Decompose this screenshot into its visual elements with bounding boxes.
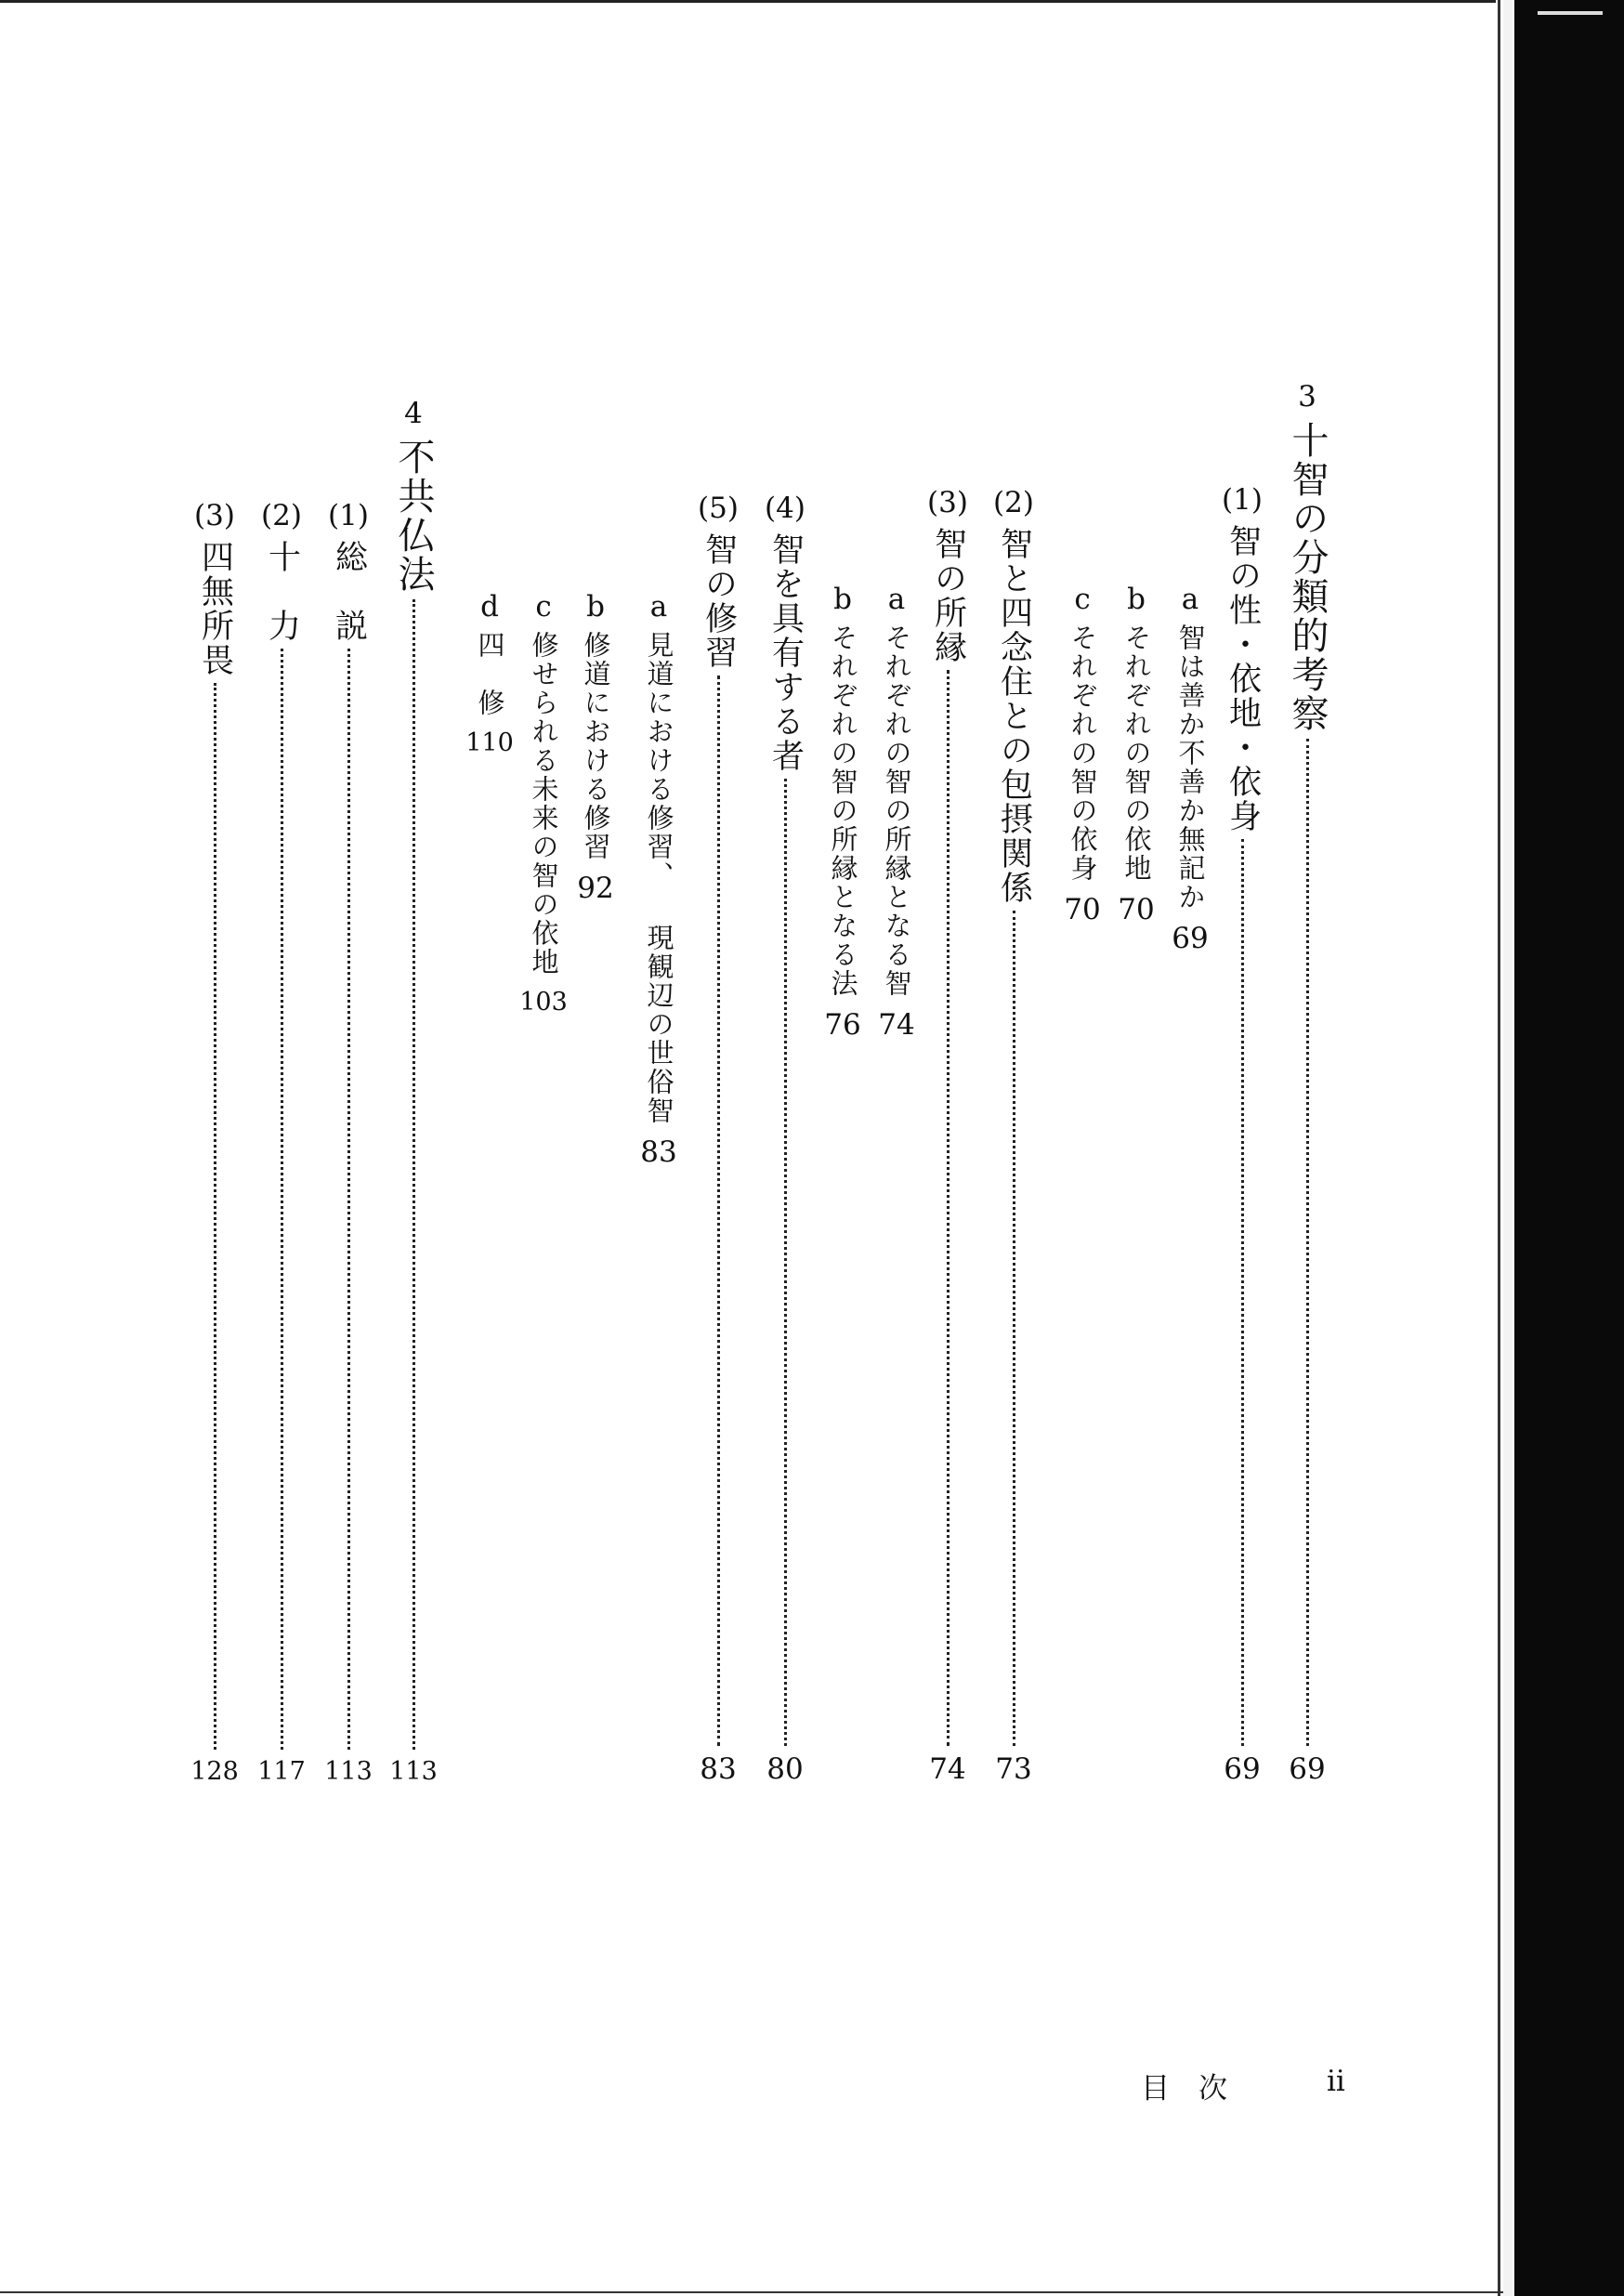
section-title: 総 説: [330, 540, 368, 643]
chapter-title: 不共仏法: [392, 438, 435, 594]
section-title: 十 力: [263, 540, 301, 643]
toc-section-3-4[interactable]: [762, 494, 808, 1784]
toc-chapter-4[interactable]: [389, 397, 438, 1786]
book-gutter: [1503, 0, 1513, 2296]
folio-page-number: ii: [1327, 2065, 1345, 2098]
page-number: 113: [324, 1757, 373, 1786]
page-number: 92: [577, 872, 614, 905]
toc-sub-3-3-a[interactable]: [875, 585, 918, 1040]
section-label: (1): [1222, 483, 1263, 517]
page-number: 76: [824, 1008, 861, 1042]
chapter-number: 4: [404, 397, 423, 430]
sub-label: c: [535, 590, 552, 623]
page-number: 69: [1172, 922, 1209, 955]
toc-section-4-3[interactable]: [190, 499, 239, 1786]
page-top-edge: [0, 0, 1496, 3]
page-number: 70: [1118, 893, 1155, 926]
toc-section-3-3[interactable]: [924, 486, 971, 1786]
leader-dots: [413, 599, 415, 1750]
section-label: (3): [927, 486, 968, 519]
sub-label: a: [1181, 583, 1199, 616]
section-label: (4): [765, 492, 805, 525]
toc-section-4-2[interactable]: [257, 499, 306, 1786]
book-spine-edge: [1498, 0, 1500, 2296]
section-label: (3): [194, 499, 235, 532]
leader-dots: [281, 649, 283, 1750]
sub-label: a: [887, 583, 906, 616]
sub-title: それぞれの智の所縁となる法: [827, 623, 859, 998]
section-label: (5): [698, 492, 739, 525]
leader-dots: [717, 676, 720, 1746]
toc-sub-3-5-c[interactable]: [519, 590, 568, 1017]
page-number: 110: [465, 728, 514, 757]
section-title: 智の所縁: [929, 527, 967, 664]
page-number: 103: [519, 988, 568, 1017]
leader-dots: [1306, 739, 1309, 1746]
toc-section-4-1[interactable]: [324, 499, 373, 1786]
section-label: (2): [993, 486, 1034, 519]
toc-chapter-3[interactable]: [1284, 380, 1330, 1786]
toc-section-3-5[interactable]: [695, 494, 741, 1784]
toc-sub-3-1-b[interactable]: [1115, 585, 1158, 925]
toc-section-3-2[interactable]: [990, 486, 1037, 1786]
sub-label: b: [1127, 583, 1146, 616]
sub-title: 修せられる未来の智の依地: [528, 631, 560, 977]
page-number: 73: [995, 1752, 1032, 1786]
chapter-number: 3: [1298, 380, 1316, 413]
sub-label: a: [649, 590, 668, 623]
sub-title: 修道における修習: [580, 631, 612, 861]
section-title: 智と四念住との包摂関係: [995, 527, 1033, 905]
toc-sub-3-5-d[interactable]: [465, 590, 514, 757]
sub-label: b: [833, 583, 852, 616]
sub-title: それぞれの智の依身: [1067, 623, 1099, 883]
section-title: 四無所畏: [196, 540, 234, 677]
page-number: 70: [1064, 893, 1101, 926]
page-number: 80: [766, 1752, 804, 1786]
leader-dots: [784, 779, 787, 1746]
section-title: 智の性・依地・依身: [1224, 524, 1262, 833]
page-number: 83: [700, 1752, 737, 1786]
page-bottom-edge: [0, 2291, 1513, 2293]
toc-sub-3-5-b[interactable]: [574, 590, 617, 905]
page-number: 128: [190, 1757, 239, 1786]
toc-sub-3-1-c[interactable]: [1061, 585, 1104, 925]
sub-title: それぞれの智の所縁となる智: [881, 623, 913, 998]
section-label: (1): [328, 499, 369, 532]
section-title: 智の修習: [700, 532, 738, 670]
spine-mark: [1538, 11, 1603, 15]
toc-sub-3-3-b[interactable]: [821, 585, 864, 1040]
page-number: 113: [389, 1757, 438, 1786]
running-footer-title: 目 次: [1141, 2072, 1227, 2106]
page-number: 69: [1289, 1752, 1326, 1786]
leader-dots: [1013, 911, 1015, 1746]
toc-sub-3-5-a[interactable]: [637, 590, 680, 1169]
book-spine-shadow: [1514, 0, 1624, 2296]
sub-title: 見道における修習、 現観辺の世俗智: [643, 631, 675, 1125]
sub-title: 四 修: [474, 631, 506, 717]
chapter-title: 十智の分類的考察: [1286, 421, 1329, 733]
leader-dots: [947, 670, 950, 1746]
leader-dots: [347, 649, 350, 1750]
sub-label: b: [586, 590, 605, 623]
page-number: 117: [257, 1757, 306, 1786]
page-number: 74: [929, 1752, 966, 1786]
section-title: 智を具有する者: [766, 532, 805, 773]
toc-section-3-1[interactable]: [1219, 483, 1265, 1786]
sub-title: 智は善か不善か無記か: [1174, 623, 1207, 912]
leader-dots: [214, 683, 216, 1750]
section-label: (2): [261, 499, 302, 532]
page-number: 83: [640, 1135, 677, 1169]
page-number: 74: [878, 1008, 915, 1042]
toc-sub-3-1-a[interactable]: [1169, 585, 1211, 953]
page-number: 69: [1224, 1752, 1261, 1786]
sub-label: d: [480, 590, 499, 623]
sub-title: それぞれの智の依地: [1120, 623, 1153, 883]
sub-label: c: [1074, 583, 1091, 616]
leader-dots: [1241, 839, 1244, 1746]
